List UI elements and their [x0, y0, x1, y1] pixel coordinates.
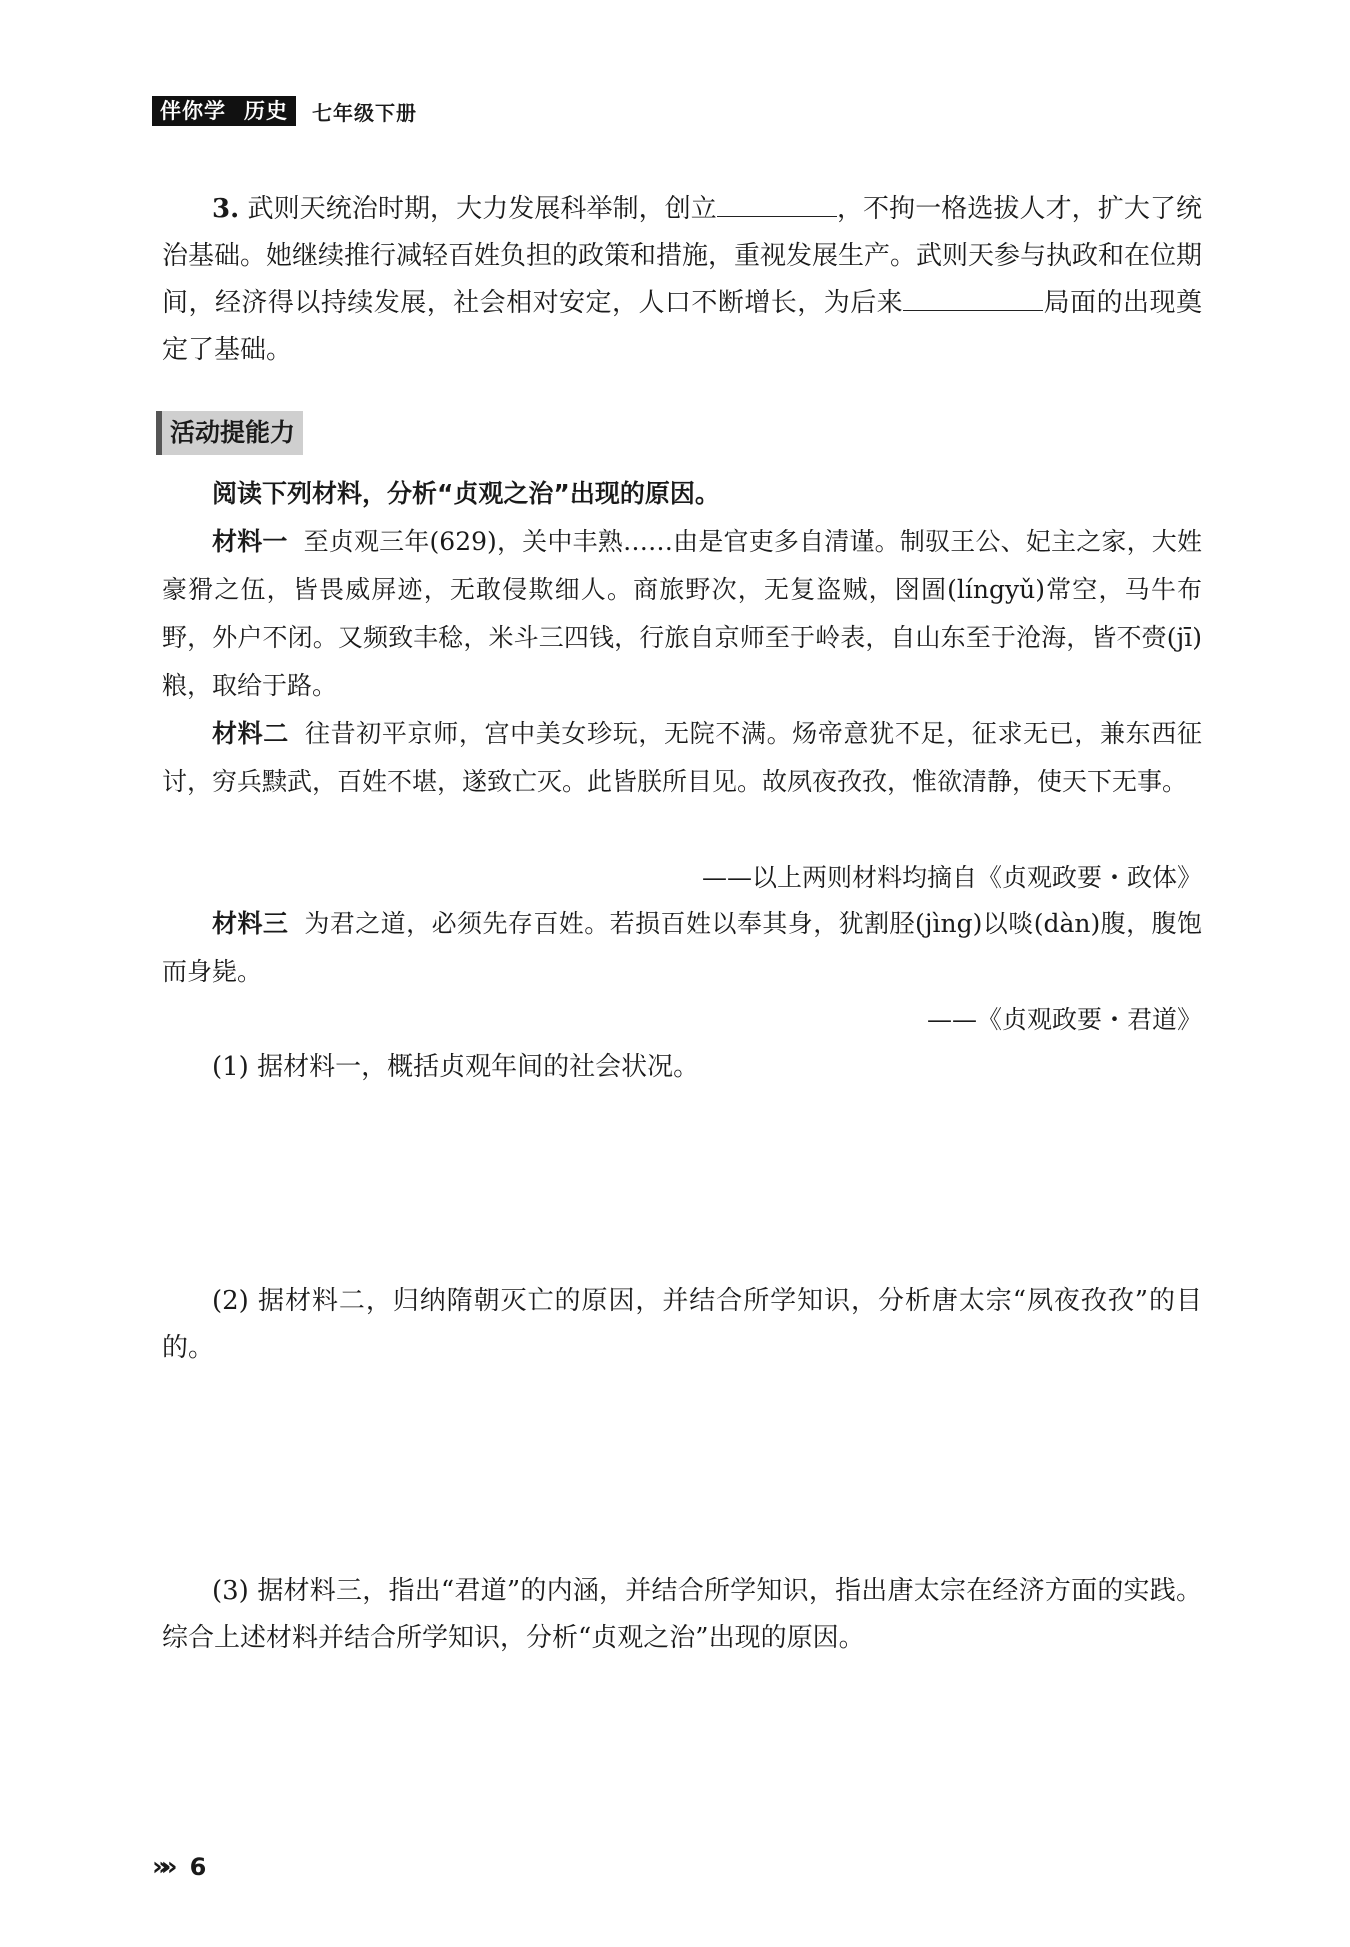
sub-question-2: [162, 1278, 1202, 1372]
source-citation-1: ——以上两则材料均摘自《贞观政要・政体》: [701, 863, 1202, 892]
sub-question-text: (2) 据材料二，归纳隋朝灭亡的原因，并结合所学知识，分析唐太宗“夙夜孜孜”的目的。: [162, 1286, 1202, 1363]
series-badge: [152, 96, 296, 126]
question-3: [162, 186, 1202, 374]
q3-text-a: 武则天统治时期，大力发展科举制，创立: [247, 194, 717, 224]
series-name: 伴你学: [160, 99, 226, 123]
material-2: [162, 710, 1202, 806]
chevron-arrows-icon: »»: [152, 1852, 170, 1882]
material-3: [162, 900, 1202, 996]
material-label: 材料二: [212, 719, 289, 748]
grade-label: 七年级下册: [312, 100, 417, 125]
subject-name: 历史: [244, 99, 288, 123]
sub-question-3: [162, 1568, 1202, 1662]
section-label: 活动提能力: [156, 411, 303, 455]
answer-blank-1[interactable]: [717, 190, 837, 217]
page-number: 6: [189, 1853, 207, 1881]
question-number: 3.: [212, 194, 240, 224]
q3-text-b: ，不拘一格选拔人才，扩大了统治基础。她继续推行减轻百姓负担的政策和措施，重视发展生产。武则天参与执政和在位期间，经济得以持续发展，社会相对安定，人口不断增长，为后来: [162, 194, 1203, 318]
material-1: [162, 518, 1202, 710]
material-text: 为君之道，必须先存百姓。若损百姓以奉其身，犹割胫(jìng)以啖(dàn)腹，腹饱而身毙。: [162, 909, 1202, 986]
sub-question-text: (3) 据材料三，指出“君道”的内涵，并结合所学知识，指出唐太宗在经济方面的实践。综合上述材料并结合所学知识，分析“贞观之治”出现的原因。: [162, 1576, 1202, 1653]
material-label: 材料三: [212, 909, 289, 938]
sub-question-1: [162, 1044, 1202, 1091]
material-text: 至贞观三年(629)，关中丰熟……由是官吏多自清谨。制驭王公、妃主之家，大姓豪猾之伍，皆畏威屏迹，无敢侵欺细人。商旅野次，无复盗贼，囹圄(língyǔ)常空，马牛布野，外户不闭。又频致丰稔，米斗三四钱，行旅自京师至于岭表，自山东至于沧海，皆不赍(jī)粮，取给于路。: [162, 527, 1202, 700]
source-citation-2: ——《贞观政要・君道》: [926, 1005, 1202, 1034]
material-text: 往昔初平京师，宫中美女珍玩，无院不满。炀帝意犹不足，征求无已，兼东西征讨，穷兵黩武，百姓不堪，遂致亡灭。此皆朕所目见。故夙夜孜孜，惟欲清静，使天下无事。: [162, 719, 1202, 796]
page-header: [152, 96, 417, 126]
q3-text-c: 局面的出现奠定了基础。: [162, 288, 1202, 365]
instruction: 阅读下列材料，分析“贞观之治”出现的原因。: [212, 479, 720, 508]
answer-blank-2[interactable]: [903, 284, 1043, 311]
material-label: 材料一: [212, 527, 288, 556]
page-footer: [152, 1852, 206, 1882]
sub-question-text: (1) 据材料一，概括贞观年间的社会状况。: [212, 1052, 700, 1082]
